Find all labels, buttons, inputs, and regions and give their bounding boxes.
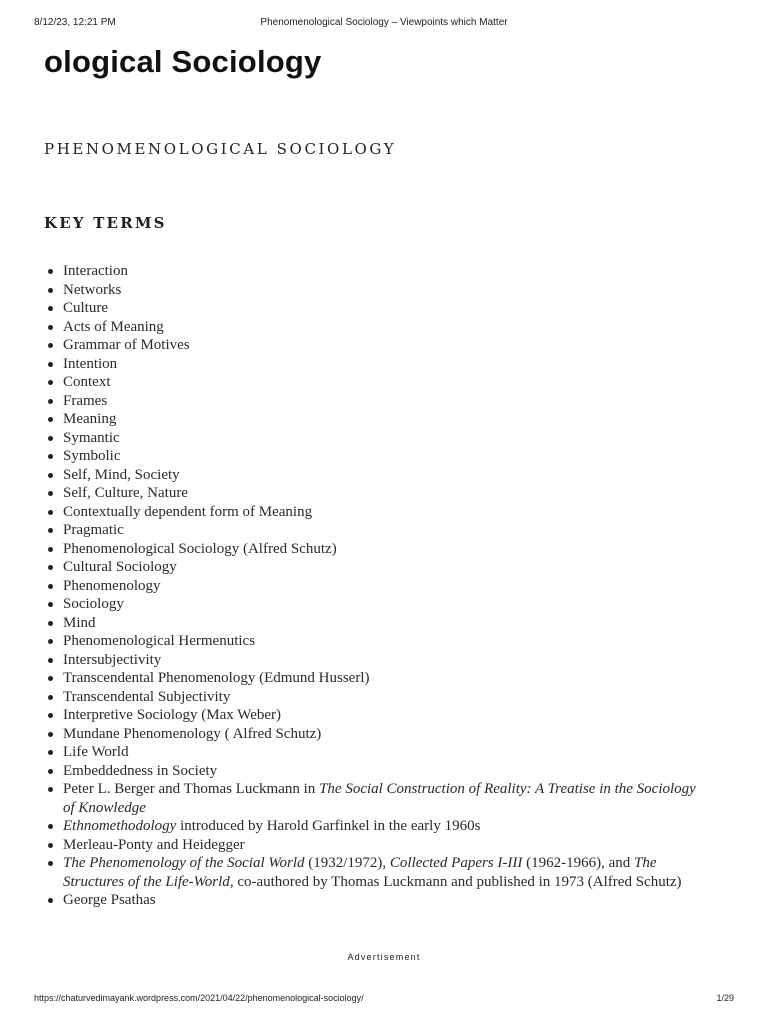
list-item: Life World <box>63 743 768 762</box>
list-item: Mundane Phenomenology ( Alfred Schutz) <box>63 725 768 744</box>
book-title-structures-life-world: The Structures of the Life-World <box>63 855 657 890</box>
print-header <box>34 17 734 31</box>
page-number: 1/29 <box>716 993 734 1003</box>
list-item: Transcendental Subjectivity <box>63 688 768 707</box>
list-item: Context <box>63 373 768 392</box>
list-item: Culture <box>63 299 768 318</box>
list-item: Phenomenological Hermenutics <box>63 632 768 651</box>
schutz-works-text: (1932/1972), <box>304 855 390 871</box>
key-terms-list <box>0 262 768 910</box>
list-item: Frames <box>63 392 768 411</box>
berger-prefix: Peter L. Berger and Thomas Luckmann in <box>63 781 320 797</box>
book-title-collected-papers: Collected Papers I-III <box>389 855 523 871</box>
ethnomethodology-text: introduced by Harold Garfinkel in the early 1960s <box>176 818 481 834</box>
list-item: Phenomenology <box>63 577 768 596</box>
list-item: Meaning <box>63 410 768 429</box>
schutz-works-text: , co-authored by Thomas Luckmann and published in 1973 (Alfred Schutz) <box>229 873 682 890</box>
list-item: Networks <box>63 281 768 300</box>
list-item: Pragmatic <box>63 521 768 540</box>
list-item: Phenomenological Sociology (Alfred Schutz) <box>63 540 768 559</box>
list-item: George Psathas <box>63 891 768 910</box>
list-item: Self, Culture, Nature <box>63 484 768 503</box>
list-item: Self, Mind, Society <box>63 466 768 485</box>
page-url: https://chaturvedimayank.wordpress.com/2021/04/22/phenomenological-sociology/ <box>34 993 364 1003</box>
list-item: Contextually dependent form of Meaning <box>63 503 768 522</box>
list-item: Merleau-Ponty and Heidegger <box>63 836 768 855</box>
print-page-title: Phenomenological Sociology – Viewpoints which Matter <box>260 17 508 28</box>
site-title[interactable]: ological Sociology <box>44 44 322 79</box>
book-title-social-construction: The Social Construction of Reality: A Treatise in the Sociology of Knowledge <box>63 781 696 816</box>
list-item: Mind <box>63 614 768 633</box>
list-item: Symantic <box>63 429 768 448</box>
book-title-phenomenology-social-world: The Phenomenology of the Social World <box>63 855 305 871</box>
list-item: Symbolic <box>63 447 768 466</box>
schutz-works-text: (1962-1966), and <box>522 855 635 871</box>
list-item: Embeddedness in Society <box>63 762 768 781</box>
ethnomethodology-term: Ethnomethodology <box>63 818 177 834</box>
section-heading-key-terms: KEY TERMS <box>44 214 167 232</box>
list-item-ethnomethodology <box>63 817 768 836</box>
list-item-schutz-works <box>63 854 768 891</box>
page-title: PHENOMENOLOGICAL SOCIOLOGY <box>44 140 397 158</box>
print-datetime: 8/12/23, 12:21 PM <box>34 17 116 28</box>
list-item: Acts of Meaning <box>63 318 768 337</box>
list-item-berger-luckmann <box>63 780 768 817</box>
list-item: Grammar of Motives <box>63 336 768 355</box>
list-item: Intention <box>63 355 768 374</box>
list-item: Transcendental Phenomenology (Edmund Husserl) <box>63 669 768 688</box>
list-item: Interaction <box>63 262 768 281</box>
list-item: Intersubjectivity <box>63 651 768 670</box>
advertisement-label: Advertisement <box>347 952 421 962</box>
list-item: Sociology <box>63 595 768 614</box>
list-item: Interpretive Sociology (Max Weber) <box>63 706 768 725</box>
print-footer <box>34 993 734 1007</box>
list-item: Cultural Sociology <box>63 558 768 577</box>
